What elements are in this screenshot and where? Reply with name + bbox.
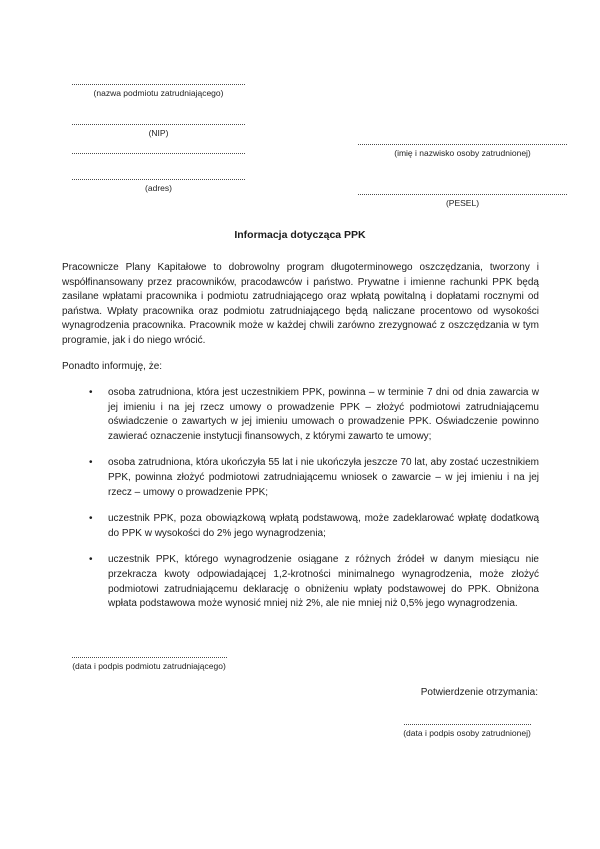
field-employer-signature [68, 657, 230, 671]
page-title: Informacja dotycząca PPK [234, 229, 366, 241]
confirmation-heading: Potwierdzenie otrzymania: [420, 687, 538, 698]
list-item [62, 512, 539, 541]
bullet-text-1: osoba zatrudniona, która jest uczestnikiem PPK, powinna – w terminie 7 dni od dnia zawarcia w jej imieniu i na jej rzecz umowy o prowadzenie PPK – złożyć podmiotowi zatrudniającemu oświadczenie o zawartych w jej imieniu umowach o prowadzenie PPK. Oświadczenie powinno zawierać oznaczenie instytucji finansowych, z którymi zawarto te umowy; [108, 387, 539, 442]
lead-in-text: Ponadto informuję, że: [62, 361, 163, 372]
field-pesel [358, 194, 567, 208]
field-employee-name [358, 144, 567, 158]
signature-line-address-2 [72, 179, 245, 180]
bullet-icon: • [89, 554, 93, 566]
field-address-line-1 [72, 153, 245, 154]
signature-line-company-name [72, 84, 245, 85]
field-label-employer-signature: (data i podpis podmiotu zatrudniającego) [72, 661, 226, 671]
field-label-address: (adres) [145, 183, 172, 193]
field-nip [72, 124, 245, 138]
bullet-icon: • [89, 513, 93, 525]
field-label-employee-name: (imię i nazwisko osoby zatrudnionej) [394, 148, 531, 158]
bullet-icon: • [89, 387, 93, 398]
signature-line-employer [72, 657, 227, 658]
field-address [72, 179, 245, 193]
bullet-text-2: osoba zatrudniona, która ukończyła 55 lat i nie ukończyła jeszcze 70 lat, aby zostać uczestnikiem PPK, powinna złożyć podmiotowi zatrudniającemu wniosek o zawarcie – w jej imieniu i na jej rzecz – umowy o prowadzenie PPK; [108, 457, 539, 498]
field-label-employee-signature: (data i podpis osoby zatrudnionej) [403, 728, 531, 738]
intro-paragraph: Pracownicze Plany Kapitałowe to dobrowolny program długoterminowego oszczędzania, tworzony i współfinansowany przez pracowników, pracodawców i państwo. Prywatne i imienne rachunki PPK będą zasilane wpłatami pracownika i podmiotu zatrudniającego oraz wpłatą powitalną i dopłatami rocznymi od państwa. Wpłaty pracownika oraz podmiotu zatrudniającego będą naliczane procentowo od wysokości wynagrodzenia pracownika. Pracownik może w każdej chwili zarówno zrezygnować z oszczędzania w tym programie, jak i do niego wrócić. [62, 262, 539, 346]
field-label-nip: (NIP) [148, 128, 169, 138]
bullet-text-4: uczestnik PPK, którego wynagrodzenie osiągane z różnych źródeł w danym miesiącu nie przekracza kwoty odpowiadającej 1,2-krotności minimalnego wynagrodzenia, może złożyć podmiotowi zatrudniającemu deklarację o obniżeniu wpłaty podstawowej do PPK. Obniżona wpłata podstawowa może wynosić mniej niż 2%, ale nie mniej niż 0,5% jego wynagrodzenia. [108, 554, 539, 610]
signature-line-employee-name [358, 144, 567, 145]
signature-line-address-1 [72, 153, 245, 154]
field-employee-signature [398, 724, 536, 738]
list-item [62, 553, 539, 611]
field-company-name [72, 84, 245, 98]
signature-line-pesel [358, 194, 567, 195]
bullet-icon: • [89, 457, 93, 469]
signature-line-nip [72, 124, 245, 125]
list-item [62, 456, 539, 500]
list-item [62, 386, 539, 444]
field-label-pesel: (PESEL) [445, 198, 480, 208]
bullet-text-3: uczestnik PPK, poza obowiązkową wpłatą podstawową, może zadeklarować wpłatę dodatkową do PPK w wysokości do 2% jego wynagrodzenia; [108, 513, 539, 539]
signature-line-employee [404, 724, 531, 725]
info-bullet-list [62, 386, 539, 624]
field-label-company-name: (nazwa podmiotu zatrudniającego) [93, 88, 224, 98]
